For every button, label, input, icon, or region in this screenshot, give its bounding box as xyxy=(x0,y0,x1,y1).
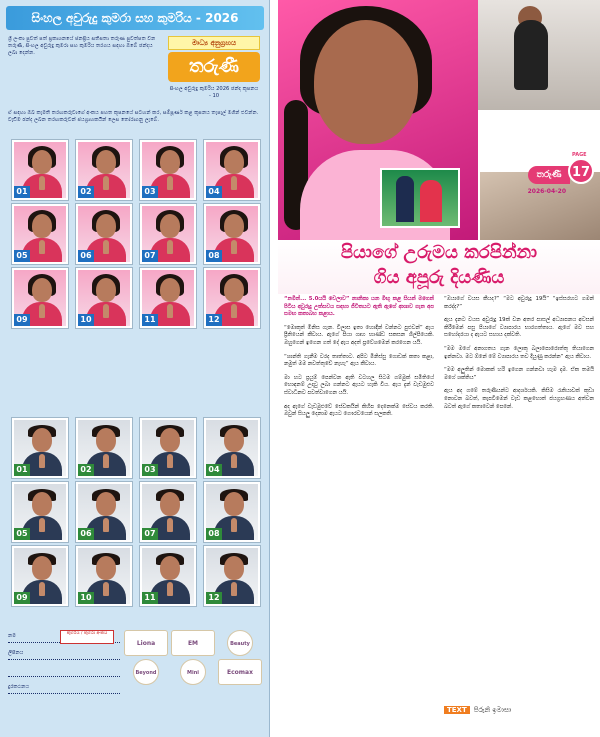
candidate-face xyxy=(224,150,244,174)
candidate-face xyxy=(96,492,116,516)
folded-hands xyxy=(103,240,109,254)
folded-hands xyxy=(167,582,173,596)
page-brand: තරුණී xyxy=(528,166,570,184)
paragraph: “මම අලුතින් මොකක් හරි ඉගෙන ගන්නවා හැම දාම. ඒක තමයි මගේ ශක්තිය” xyxy=(444,367,594,381)
candidate-number: 05 xyxy=(14,250,30,262)
couple-figure-groom xyxy=(396,176,414,222)
folded-hands xyxy=(39,518,45,532)
address-field[interactable]: ලිපිනය xyxy=(8,648,120,660)
candidate-number: 06 xyxy=(78,250,94,262)
princess-candidate-card[interactable] xyxy=(204,268,260,328)
prince-candidate-card[interactable] xyxy=(12,482,68,542)
paragraph: අද ඇගේ වැඩමුළුවේ සේවකයින් කිහිප දෙනෙක්ම සේවය කරති. ඔවුන් සියලු දෙනාම ඇයට ගෞරවයෙන් සලකති. xyxy=(284,403,434,418)
princess-candidate-card[interactable] xyxy=(140,268,196,328)
princess-candidate-card[interactable] xyxy=(76,140,132,200)
prince-candidate-card[interactable] xyxy=(76,482,132,542)
candidate-number: 03 xyxy=(142,464,158,476)
address-field-2[interactable] xyxy=(8,665,120,677)
candidate-face xyxy=(224,214,244,238)
candidate-number-box[interactable]: කුමරිය / කුමරා අංකය xyxy=(60,630,114,644)
coupon-text: සිංහල අවුරුදු කුමරිය 2026 ඡන්ද කූපනය - 10 xyxy=(169,86,259,99)
tharuni-logo: තරුණී xyxy=(168,52,260,82)
folded-hands xyxy=(103,454,109,468)
folded-hands xyxy=(39,240,45,254)
article-headline xyxy=(278,240,600,294)
prince-candidate-card[interactable] xyxy=(140,546,196,606)
candidate-number: 12 xyxy=(206,592,222,604)
article-body xyxy=(284,296,594,736)
candidate-face xyxy=(96,556,116,580)
candidate-face xyxy=(96,278,116,302)
princess-candidates-grid xyxy=(12,140,260,328)
contest-panel xyxy=(0,0,270,737)
folded-hands xyxy=(167,176,173,190)
candidate-face xyxy=(96,428,116,452)
candidate-face xyxy=(32,214,52,238)
candidate-face xyxy=(160,214,180,238)
paragraph: “ඔයාගේ වයස කීයද?” “මට අවුරුදු 19යි” “ඉස්සරහට ගමන් කරද්ද?” xyxy=(444,296,594,310)
candidate-number: 01 xyxy=(14,186,30,198)
prince-candidate-card[interactable] xyxy=(76,546,132,606)
candidate-face xyxy=(96,150,116,174)
candidate-number: 02 xyxy=(78,186,94,198)
folded-hands xyxy=(167,454,173,468)
folded-hands xyxy=(39,454,45,468)
folded-hands xyxy=(231,454,237,468)
paragraph: “මොකුත් මිනිස ගැන. විලාස ඉතා හොඳින් වන්නට පුළුවන්” ඇය ප්‍රීතියෙන් කීවාය. ඇගේ පියා ගෘහ භාණ්ඩ සකසන ශිල්පියෙකි. ඔහුගෙන් ඉගෙන ගත් දේ ඇය අදත් ප්‍රවේශමෙන් කරගෙන යයි. xyxy=(284,324,434,346)
princess-candidate-card[interactable] xyxy=(76,268,132,328)
princess-candidate-card[interactable] xyxy=(140,140,196,200)
author-name: පිරුනි ඉමාසා xyxy=(473,706,512,714)
folded-hands xyxy=(167,518,173,532)
princess-candidate-card[interactable] xyxy=(76,204,132,264)
candidate-face xyxy=(224,428,244,452)
text-tag: TEXT xyxy=(444,706,470,714)
sponsor-logo: Liona xyxy=(124,630,168,656)
candidate-number: 09 xyxy=(14,314,30,326)
candidate-face xyxy=(32,492,52,516)
folded-hands xyxy=(39,582,45,596)
folded-hands xyxy=(39,176,45,190)
author-credit xyxy=(444,706,594,715)
prince-candidate-card[interactable] xyxy=(12,418,68,478)
sponsor-logo: Beyond xyxy=(133,659,159,685)
candidate-number: 11 xyxy=(142,314,158,326)
name-field[interactable]: නම xyxy=(8,631,120,643)
candidate-number: 05 xyxy=(14,528,30,540)
candidate-face xyxy=(160,492,180,516)
candidate-face xyxy=(224,492,244,516)
candidate-number: 03 xyxy=(142,186,158,198)
candidate-number: 10 xyxy=(78,314,94,326)
folded-hands xyxy=(231,518,237,532)
candidate-face xyxy=(160,428,180,452)
candidate-number: 04 xyxy=(206,186,222,198)
paragraph: මා හට ප්‍රයුම් පෙන්වන ඇති වටහල සිටම ගම්මුක් සමිතියේ හොඳනම් උදවු ලබා ගන්නට ඇයට හැකි විය. ඇය දැන් වැඩමුළුව ස්වාධීනව පවත්වාගෙන යයි. xyxy=(284,374,434,396)
headline-line-1: පියාගේ උරුමය කරපින්නා xyxy=(340,242,538,263)
media-partner-label: මාධ්‍ය අනුග්‍රහය xyxy=(168,36,260,50)
candidate-number: 10 xyxy=(78,592,94,604)
candidate-number: 02 xyxy=(78,464,94,476)
couple-figure-bride xyxy=(420,180,442,222)
paragraph: “නමින්... 5.0යයි වෙලාව” නානිකා යන මිඟු කළ සියන් මගෙන් පිටිය අවුරුදු උත්සවය සඳහා ජීවිතයට ඇති ඇගේ ආශාව ගැන අප සමඟ කතාබහ කළාය. xyxy=(284,296,434,318)
candidate-number: 07 xyxy=(142,250,158,262)
prince-candidates-grid xyxy=(12,418,260,606)
princess-candidate-card[interactable] xyxy=(204,140,260,200)
page-number: 17 xyxy=(568,158,594,184)
candidate-number: 12 xyxy=(206,314,222,326)
candidate-number: 07 xyxy=(142,528,158,540)
paragraph: “මම මගේ අනාගතය ගැන ලොකු බලාපොරොත්තු තියාගෙන ඉන්නවා. මට ඕනේ මේ ව්‍යාපාරය තව දියුණු කරන්න” ඇය කීවාය. xyxy=(444,345,594,360)
candidate-number: 08 xyxy=(206,528,222,540)
sponsor-logo: EM xyxy=(171,630,215,656)
folded-hands xyxy=(231,582,237,596)
princess-candidate-card[interactable] xyxy=(140,204,196,264)
contest-title: සිංහල අවුරුදු කුමරා සහ කුමරිය - 2026 xyxy=(6,6,264,30)
paragraph: ඇය අද ගමේ තරුණියන්ට ආදර්ශයකි. කිසිම රැකියාවක් කුඩා නොවන බවත්, කැපවීමෙන් වැඩ කළහොත් ජයග්‍රහණය අත්වන බවත් ඇගේ කතාවෙන් පෙනේ. xyxy=(444,388,594,410)
prince-candidate-card[interactable] xyxy=(204,546,260,606)
princess-candidate-card[interactable] xyxy=(204,204,260,264)
candidate-number: 04 xyxy=(206,464,222,476)
paragraph: “ශාන්ති ගැනීම වරද තාත්තාට. අපිට මිනිස්සු ගොඩක් කතා කළා, නමුත් මම නවත්තුවේ නැහැ” ඇය කීවාය. xyxy=(284,353,434,368)
candidate-face xyxy=(224,278,244,302)
paragraph: ඇය දැනට වයස අවුරුදු 19ක් වන අතර පාසල් අධ්‍යාපනය අවසන් කිරීමෙන් පසු පියාගේ ව්‍යාපාරය භාරගත්තාය. ඇගේ මව සහ සහෝදරයා ද ඇයට සහාය දක්වති. xyxy=(444,317,594,339)
worker-figure xyxy=(514,20,548,90)
folded-hands xyxy=(103,304,109,318)
candidate-face xyxy=(160,556,180,580)
prince-candidate-card[interactable] xyxy=(140,418,196,478)
folded-hands xyxy=(167,240,173,254)
contest-instructions: ඒ සඳහා ඔබ කැමති තරඟකරුවාගේ අංකය පහත කූපනයේ සටහන් කර, සම්පූර්ණ කළ කූපනය තැපැල් මගින් එවන්න. වැඩිම ඡන්ද ලබන තරඟකරුවන් ජයග්‍රාහකයින් ලෙස තෝරාගනු ලැබේ. xyxy=(8,110,259,123)
sponsor-logo: Ecomax xyxy=(218,659,262,685)
phone-field[interactable]: දුරකථනය xyxy=(8,682,120,694)
sponsor-logos xyxy=(124,630,262,685)
prince-candidate-card[interactable] xyxy=(76,418,132,478)
folded-hands xyxy=(103,176,109,190)
candidate-number: 11 xyxy=(142,592,158,604)
candidate-number: 01 xyxy=(14,464,30,476)
candidate-number: 06 xyxy=(78,528,94,540)
candidate-face xyxy=(160,150,180,174)
article-column-left xyxy=(284,296,434,425)
prince-candidate-card[interactable] xyxy=(140,482,196,542)
princess-candidate-card[interactable] xyxy=(12,204,68,264)
headline-line-2: ගිය අපූරු දියණිය xyxy=(373,267,505,288)
princess-candidate-card[interactable] xyxy=(12,140,68,200)
folded-hands xyxy=(167,304,173,318)
candidate-face xyxy=(160,278,180,302)
candidate-face xyxy=(224,556,244,580)
folded-hands xyxy=(103,582,109,596)
prince-candidate-card[interactable] xyxy=(204,418,260,478)
candidate-face xyxy=(32,150,52,174)
princess-candidate-card[interactable] xyxy=(12,268,68,328)
folded-hands xyxy=(231,304,237,318)
article-photo-collage xyxy=(278,0,600,240)
portrait-face xyxy=(314,20,418,144)
candidate-face xyxy=(32,556,52,580)
folded-hands xyxy=(103,518,109,532)
prince-candidate-card[interactable] xyxy=(12,546,68,606)
article-column-right xyxy=(444,296,594,417)
folded-hands xyxy=(231,240,237,254)
sponsor-logo: Beauty xyxy=(227,630,253,656)
candidate-face xyxy=(32,278,52,302)
page-badge xyxy=(528,152,594,192)
candidate-face xyxy=(96,214,116,238)
page-word: PAGE xyxy=(572,152,587,158)
contest-intro: ශ්‍රී ලංකා පුවත් පත් ප්‍රකාශනයේ ජනප්‍රිය සතිපතා තරුණ පුවත්පත වන තරුණී, සිංහල අවුරුදු කුමරා සහ කුමරිය තරගය සඳහා ඔබේ ඡන්දය ලබා දෙන්න. xyxy=(8,36,156,56)
candidate-face xyxy=(32,428,52,452)
folded-hands xyxy=(39,304,45,318)
issue-date: 2026-04-20 xyxy=(527,188,566,195)
sponsor-logo: Mini xyxy=(180,659,206,685)
candidate-number: 09 xyxy=(14,592,30,604)
prince-candidate-card[interactable] xyxy=(204,482,260,542)
candidate-number: 08 xyxy=(206,250,222,262)
folded-hands xyxy=(231,176,237,190)
